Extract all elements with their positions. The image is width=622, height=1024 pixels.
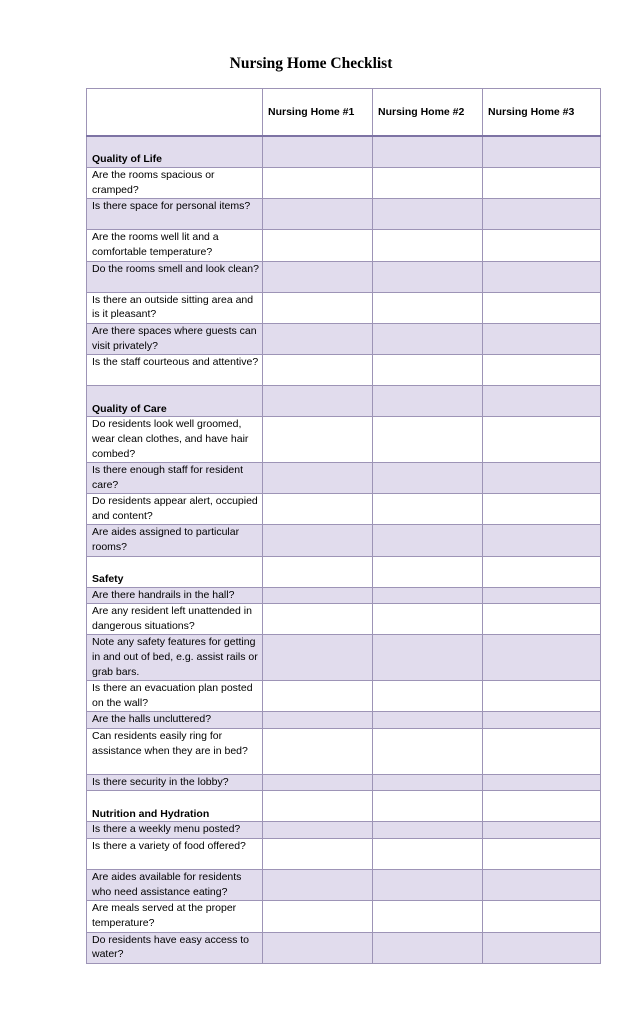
checklist-cell[interactable] bbox=[373, 839, 483, 870]
checklist-cell[interactable] bbox=[263, 230, 373, 261]
section-row bbox=[87, 386, 601, 417]
table-row bbox=[87, 712, 601, 729]
question-text: Are meals served at the proper temperature? bbox=[87, 901, 263, 932]
checklist-cell[interactable] bbox=[373, 355, 483, 386]
table-row bbox=[87, 822, 601, 839]
table-row bbox=[87, 230, 601, 261]
question-text: Note any safety features for getting in and out of bed, e.g. assist rails or grab bars. bbox=[87, 635, 263, 681]
section-heading: Safety bbox=[87, 556, 263, 587]
checklist-cell bbox=[373, 791, 483, 822]
question-text: Are there spaces where guests can visit privately? bbox=[87, 323, 263, 354]
checklist-cell[interactable] bbox=[263, 292, 373, 323]
section-row bbox=[87, 136, 601, 168]
table-row bbox=[87, 870, 601, 901]
checklist-cell[interactable] bbox=[373, 932, 483, 963]
checklist-cell bbox=[263, 136, 373, 168]
checklist-cell bbox=[483, 136, 601, 168]
checklist-cell[interactable] bbox=[483, 932, 601, 963]
section-heading: Nutrition and Hydration bbox=[87, 791, 263, 822]
checklist-cell[interactable] bbox=[263, 199, 373, 230]
question-text: Is there security in the lobby? bbox=[87, 774, 263, 791]
question-text: Is there an outside sitting area and is it pleasant? bbox=[87, 292, 263, 323]
checklist-cell[interactable] bbox=[263, 635, 373, 681]
checklist-cell[interactable] bbox=[373, 463, 483, 494]
checklist-cell[interactable] bbox=[373, 261, 483, 292]
question-text: Is there a variety of food offered? bbox=[87, 839, 263, 870]
section-heading: Quality of Care bbox=[87, 386, 263, 417]
question-text: Is the staff courteous and attentive? bbox=[87, 355, 263, 386]
header-nursing-home-3: Nursing Home #3 bbox=[483, 89, 601, 137]
question-text: Are any resident left unattended in dangerous situations? bbox=[87, 604, 263, 635]
table-row bbox=[87, 901, 601, 932]
checklist-cell[interactable] bbox=[373, 604, 483, 635]
checklist-cell[interactable] bbox=[263, 870, 373, 901]
checklist-cell[interactable] bbox=[263, 463, 373, 494]
checklist-cell[interactable] bbox=[373, 729, 483, 775]
checklist-cell[interactable] bbox=[483, 774, 601, 791]
checklist-cell bbox=[263, 791, 373, 822]
checklist-cell[interactable] bbox=[373, 525, 483, 556]
checklist-cell[interactable] bbox=[263, 901, 373, 932]
checklist-cell[interactable] bbox=[483, 417, 601, 463]
question-text: Do residents have easy access to water? bbox=[87, 932, 263, 963]
checklist-cell[interactable] bbox=[483, 870, 601, 901]
checklist-cell[interactable] bbox=[483, 901, 601, 932]
header-cell-blank bbox=[87, 89, 263, 137]
table-row bbox=[87, 604, 601, 635]
question-text: Is there a weekly menu posted? bbox=[87, 822, 263, 839]
checklist-cell[interactable] bbox=[373, 635, 483, 681]
table-row bbox=[87, 199, 601, 230]
checklist-cell[interactable] bbox=[263, 494, 373, 525]
checklist-cell[interactable] bbox=[373, 199, 483, 230]
checklist-cell[interactable] bbox=[263, 323, 373, 354]
checklist-cell[interactable] bbox=[263, 822, 373, 839]
checklist-cell bbox=[483, 386, 601, 417]
checklist-cell[interactable] bbox=[263, 525, 373, 556]
table-row bbox=[87, 525, 601, 556]
checklist-cell[interactable] bbox=[483, 525, 601, 556]
checklist-cell[interactable] bbox=[483, 355, 601, 386]
question-text: Are aides available for residents who need assistance eating? bbox=[87, 870, 263, 901]
checklist-cell[interactable] bbox=[373, 417, 483, 463]
checklist-cell[interactable] bbox=[263, 932, 373, 963]
checklist-cell[interactable] bbox=[483, 712, 601, 729]
checklist-cell[interactable] bbox=[263, 604, 373, 635]
question-text: Is there enough staff for resident care? bbox=[87, 463, 263, 494]
checklist-cell[interactable] bbox=[483, 822, 601, 839]
section-row bbox=[87, 791, 601, 822]
table-row bbox=[87, 323, 601, 354]
checklist-cell[interactable] bbox=[483, 199, 601, 230]
checklist-cell bbox=[373, 136, 483, 168]
table-row bbox=[87, 587, 601, 604]
checklist-cell[interactable] bbox=[263, 712, 373, 729]
checklist-cell[interactable] bbox=[263, 681, 373, 712]
checklist-cell bbox=[263, 386, 373, 417]
checklist-cell[interactable] bbox=[483, 261, 601, 292]
checklist-cell bbox=[263, 556, 373, 587]
checklist-cell[interactable] bbox=[483, 323, 601, 354]
checklist-cell[interactable] bbox=[483, 463, 601, 494]
checklist-cell[interactable] bbox=[373, 168, 483, 199]
table-row bbox=[87, 839, 601, 870]
question-text: Do residents appear alert, occupied and content? bbox=[87, 494, 263, 525]
header-row bbox=[87, 89, 601, 137]
question-text: Are there handrails in the hall? bbox=[87, 587, 263, 604]
checklist-cell[interactable] bbox=[373, 712, 483, 729]
section-heading: Quality of Life bbox=[87, 136, 263, 168]
checklist-cell[interactable] bbox=[263, 355, 373, 386]
checklist-cell[interactable] bbox=[483, 729, 601, 775]
checklist-cell[interactable] bbox=[263, 839, 373, 870]
checklist-cell[interactable] bbox=[263, 168, 373, 199]
checklist-cell[interactable] bbox=[483, 587, 601, 604]
question-text: Do residents look well groomed, wear clean clothes, and have hair combed? bbox=[87, 417, 263, 463]
checklist-cell bbox=[373, 386, 483, 417]
table-row bbox=[87, 261, 601, 292]
question-text: Do the rooms smell and look clean? bbox=[87, 261, 263, 292]
table-row bbox=[87, 463, 601, 494]
checklist-cell[interactable] bbox=[373, 587, 483, 604]
checklist-cell bbox=[483, 556, 601, 587]
checklist-cell[interactable] bbox=[263, 774, 373, 791]
table-row bbox=[87, 729, 601, 775]
checklist-cell bbox=[373, 556, 483, 587]
table-row bbox=[87, 681, 601, 712]
checklist-cell[interactable] bbox=[263, 417, 373, 463]
checklist-cell[interactable] bbox=[373, 901, 483, 932]
checklist-cell[interactable] bbox=[483, 681, 601, 712]
checklist-cell[interactable] bbox=[483, 635, 601, 681]
checklist-cell[interactable] bbox=[483, 604, 601, 635]
checklist-cell[interactable] bbox=[483, 168, 601, 199]
table-row bbox=[87, 635, 601, 681]
header-nursing-home-2: Nursing Home #2 bbox=[373, 89, 483, 137]
checklist-cell[interactable] bbox=[483, 230, 601, 261]
section-row bbox=[87, 556, 601, 587]
checklist-cell[interactable] bbox=[373, 774, 483, 791]
question-text: Are the rooms well lit and a comfortable temperature? bbox=[87, 230, 263, 261]
page-title: Nursing Home Checklist bbox=[229, 55, 393, 72]
checklist-cell[interactable] bbox=[263, 261, 373, 292]
header-nursing-home-1: Nursing Home #1 bbox=[263, 89, 373, 137]
checklist-cell bbox=[483, 791, 601, 822]
checklist-cell[interactable] bbox=[263, 587, 373, 604]
checklist-cell[interactable] bbox=[483, 494, 601, 525]
question-text: Are aides assigned to particular rooms? bbox=[87, 525, 263, 556]
checklist-cell[interactable] bbox=[483, 292, 601, 323]
table-row bbox=[87, 355, 601, 386]
checklist-cell[interactable] bbox=[373, 681, 483, 712]
checklist-cell[interactable] bbox=[373, 323, 483, 354]
question-text: Is there an evacuation plan posted on the wall? bbox=[87, 681, 263, 712]
table-row bbox=[87, 168, 601, 199]
checklist-cell[interactable] bbox=[373, 230, 483, 261]
table-row bbox=[87, 932, 601, 963]
question-text: Are the rooms spacious or cramped? bbox=[87, 168, 263, 199]
table-row bbox=[87, 417, 601, 463]
question-text: Is there space for personal items? bbox=[87, 199, 263, 230]
checklist-cell[interactable] bbox=[483, 839, 601, 870]
table-row bbox=[87, 774, 601, 791]
checklist-cell[interactable] bbox=[373, 870, 483, 901]
checklist-cell[interactable] bbox=[263, 729, 373, 775]
question-text: Can residents easily ring for assistance when they are in bed? bbox=[87, 729, 263, 775]
table-row bbox=[87, 494, 601, 525]
checklist-cell[interactable] bbox=[373, 822, 483, 839]
table-row bbox=[87, 292, 601, 323]
checklist-table bbox=[86, 88, 601, 964]
checklist-cell[interactable] bbox=[373, 494, 483, 525]
checklist-cell[interactable] bbox=[373, 292, 483, 323]
question-text: Are the halls uncluttered? bbox=[87, 712, 263, 729]
